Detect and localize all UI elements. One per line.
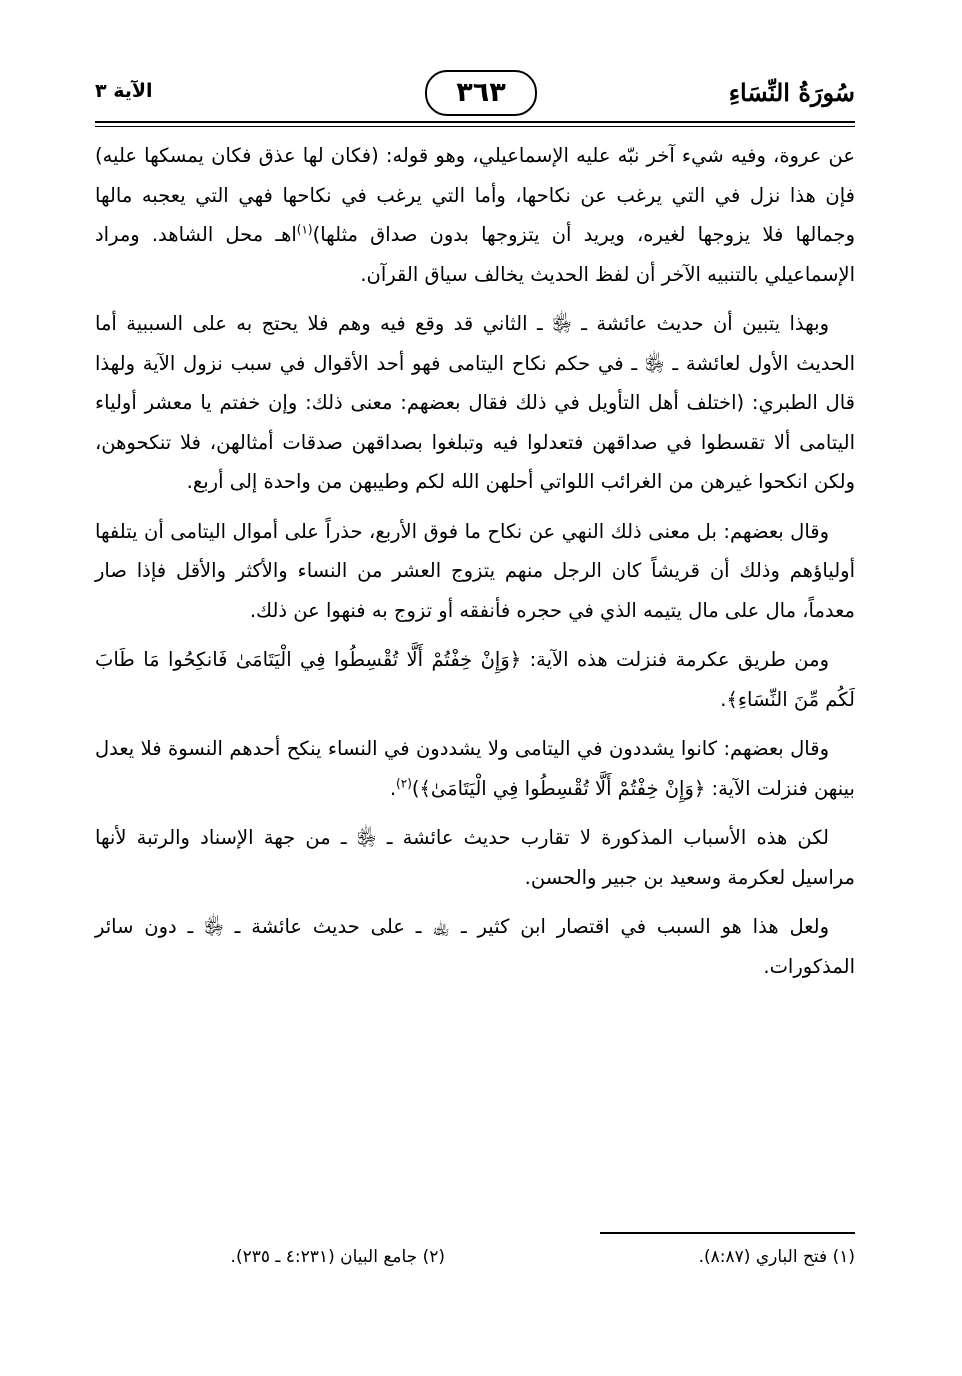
paragraph-text-tail: .: [389, 776, 397, 800]
page-number: ٣٦٣: [456, 77, 506, 108]
page-number-frame: [425, 70, 537, 116]
paragraph-text: وقال بعضهم: بل معنى ذلك النهي عن نكاح ما فوق الأربع، حذراً على أموال اليتامى أن يتلفها أولياؤهم وذلك أن قريشاً كان الرجل منهم يتزوج العشر من النساء والأكثر والأقل فإذا صار معدماً، مال على مال يتيمه الذي في حجره فأنفقه أو تزوج به فنهوا عن ذلك.: [95, 519, 855, 622]
paragraph-text: وقال بعضهم: كانوا يشددون في اليتامى ولا يشددون في النساء ينكح أحدهم النسوة فلا يعدل بينهن فنزلت الآية: ﴿وَإِنْ خِفْتُمْ أَلَّا تُقْسِطُوا فِي الْيَتَامَىٰ﴾): [95, 737, 855, 800]
paragraph-2: [95, 304, 855, 502]
paragraph-text: عن عروة، وفيه شيء آخر نبّه عليه الإسماعيلي، وهو قوله: (فكان لها عذق فكان يمسكها عليه) فإن هذا نزل في التي يرغب عن نكاحها، وأما التي يرغب في نكاحها فهي التي يعجبه مالها وجمالها فلا يزوجها لغيره، ويريد أن يتزوجها بدون صداق مثلها): [95, 144, 855, 246]
page-body: [95, 136, 855, 996]
header-divider-thin: [95, 126, 855, 127]
paragraph-text: ومن طريق عكرمة فنزلت هذه الآية: ﴿وَإِنْ خِفْتُمْ أَلَّا تُقْسِطُوا فِي الْيَتَامَىٰ فَانكِحُوا مَا طَابَ لَكُم مِّنَ النِّسَاءِ﴾.: [95, 648, 855, 711]
paragraph-text: لكن هذه الأسباب المذكورة لا تقارب حديث عائشة ـ ﵂ ـ من جهة الإسناد والرتبة لأنها مراسيل لعكرمة وسعيد بن جبير والحسن.: [95, 826, 855, 889]
paragraph-7: [95, 907, 855, 986]
header-divider: [95, 121, 855, 123]
footnotes: [95, 1247, 855, 1277]
footnote-divider: [600, 1232, 855, 1234]
paragraph-5: [95, 729, 855, 808]
paragraph-4: [95, 640, 855, 719]
ayah-label: الآية ٣: [95, 80, 153, 102]
footnote-2: (٢) جامع البيان (٤:٢٣١ ـ ٢٣٥).: [230, 1247, 445, 1267]
footnote-1: (١) فتح الباري (٨:٨٧).: [698, 1247, 855, 1267]
footnote-ref-1[interactable]: (١): [296, 222, 313, 237]
paragraph-1: [95, 136, 855, 294]
paragraph-text: وبهذا يتبين أن حديث عائشة ـ ﵂ ـ الثاني قد وقع فيه وهم فلا يحتج به على السببية أما الحديث الأول لعائشة ـ ﵂ ـ في حكم نكاح اليتامى فهو أحد الأقوال في سبب نزول الآية ولهذا قال الطبري: (اختلف أهل التأويل في ذلك فقال بعضهم: معنى ذلك: وإن خفتم يا معشر أولياء اليتامى ألا تقسطوا في صداقهن فتعدلوا فيه وتبلغوا بصداقهن صدقات أمثالهن، فلا تنكحوهن، ولكن انكحوا غيرهن من الغرائب اللواتي أحلهن الله لكم وطيبهن من واحدة إلى أربع.: [95, 312, 855, 493]
surah-title: سُورَةُ النِّسَاءِ: [728, 78, 855, 107]
page-header: [95, 66, 855, 124]
paragraph-6: [95, 818, 855, 897]
paragraph-text-tail: اهـ محل الشاهد. ومراد الإسماعيلي بالتنبيه الآخر أن لفظ الحديث يخالف سياق القرآن.: [95, 223, 855, 286]
paragraph-3: [95, 512, 855, 631]
paragraph-text: ولعل هذا هو السبب في اقتصار ابن كثير ـ ﵀ ـ على حديث عائشة ـ ﵂ ـ دون سائر المذكورات.: [95, 915, 855, 978]
footnote-ref-2[interactable]: (٢): [396, 776, 412, 790]
